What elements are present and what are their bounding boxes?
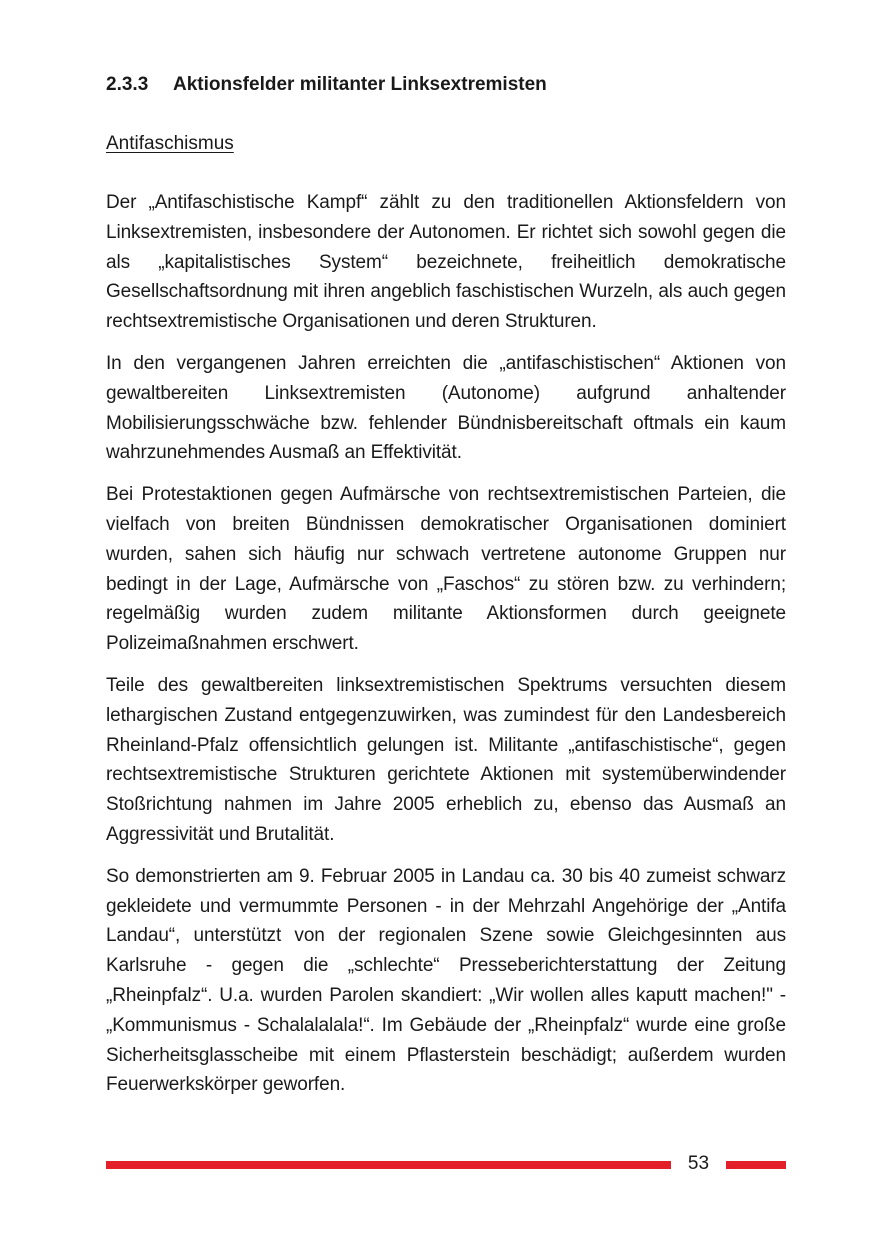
section-heading (106, 74, 547, 96)
paragraph: In den vergangenen Jahren erreichten die „antifaschistischen“ Aktionen von gewaltbereiten Linksextremisten (Autonome) aufgrund anhaltender Mobilisierungsschwäche bzw. fehlender Bündnisbereitschaft oftmals ein kaum wahrzunehmendes Ausmaß an Effektivität. (106, 352, 786, 464)
paragraph: Der „Antifaschistische Kampf“ zählt zu den traditionellen Aktionsfeldern von Linksextremisten, insbesondere der Autonomen. Er richtet sich sowohl gegen die als „kapitalistisches System“ bezeichnete, freiheitlich demokratische Gesellschaftsordnung mit ihren angeblich faschistischen Wurzeln, als auch gegen rechtsextremistische Organisationen und deren Strukturen. (106, 192, 786, 333)
paragraph: Bei Protestaktionen gegen Aufmärsche von rechtsextremistischen Parteien, die vielfach von breiten Bündnissen demokratischer Organisationen dominiert wurden, sahen sich häufig nur schwach vertretene autonome Gruppen nur bedingt in der Lage, Aufmärsche von „Faschos“ zu stören bzw. zu verhindern; regelmäßig wurden zudem militante Aktionsformen durch geeignete Polizeimaßnahmen erschwert. (106, 484, 786, 655)
paragraph: So demonstrierten am 9. Februar 2005 in Landau ca. 30 bis 40 zumeist schwarz gekleidete und vermummte Personen - in der Mehrzahl Angehörige der „Antifa Landau“, unterstützt von der regionalen Szene sowie Gleichgesinnten aus Karlsruhe - gegen die „schlechte“ Presseberichterstattung der Zeitung „Rheinpfalz“. U.a. wurden Parolen skandiert: „Wir wollen alles kaputt machen!" - „Kommunismus - Schalalalala!“. Im Gebäude der „Rheinpfalz“ wurde eine große Sicherheitsglasscheibe mit einem Pflasterstein beschädigt; außerdem wurden Feuerwerkskörper geworfen. (106, 865, 786, 1096)
subheading: Antifaschismus (106, 133, 234, 154)
body-text (106, 188, 786, 1112)
section-number: 2.3.3 (106, 74, 149, 95)
paragraph: Teile des gewaltbereiten linksextremistischen Spektrums versuchten diesem lethargischen Zustand entgegenzuwirken, was zumindest für den Landesbereich Rheinland-Pfalz offensichtlich gelungen ist. Militante „antifaschistische“, gegen rechtsextremistische Strukturen gerichtete Aktionen mit systemüberwindender Stoßrichtung nahmen im Jahre 2005 erheblich zu, ebenso das Ausmaß an Aggressivität und Brutalität. (106, 674, 786, 845)
page-number: 53 (687, 1153, 710, 1174)
footer-bar-right (726, 1161, 786, 1169)
footer-bar-left (106, 1161, 671, 1169)
section-title: Aktionsfelder militanter Linksextremisten (173, 74, 547, 95)
